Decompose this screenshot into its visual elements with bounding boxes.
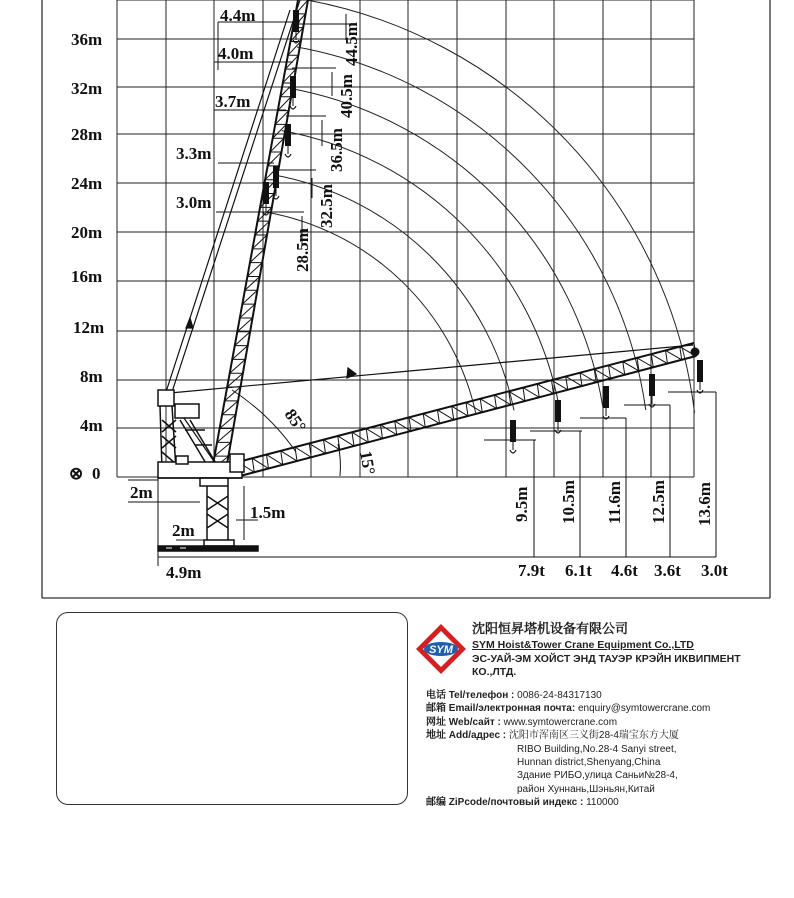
email-value[interactable]: enquiry@symtowercrane.com	[577, 703, 711, 715]
addr-line: район Хуннань,Шэньян,Китай	[517, 783, 655, 795]
a-frame-mast	[158, 390, 220, 470]
luffing-arc	[274, 175, 514, 411]
tip-height-label: 13.6m	[695, 482, 714, 526]
load-label: 3.0t	[701, 561, 728, 580]
hook-block	[510, 420, 516, 453]
tip-height-lines	[484, 392, 716, 557]
addr-line: 沈阳市浑南区三义街28-4瑞宝东方大厦	[508, 730, 679, 742]
height-label-zero: 0	[92, 464, 101, 483]
tip-height-label: 11.6m	[605, 481, 624, 524]
base-dim-label: 1.5m	[250, 503, 286, 522]
height-label: 12m	[73, 318, 105, 337]
load-label: 6.1t	[565, 561, 592, 580]
tip-height-label: 10.5m	[559, 480, 578, 524]
addr-row	[426, 729, 710, 742]
height-label: 16m	[71, 267, 103, 286]
hook-height-label: 40.5m	[337, 74, 356, 118]
zip-label: 邮编 ZiPcode/почтовый индекс :	[426, 797, 584, 809]
tip-height-label: 9.5m	[512, 486, 531, 522]
load-label: 3.6t	[654, 561, 681, 580]
height-label: 28m	[71, 125, 103, 144]
radius-label: 3.7m	[215, 92, 251, 111]
hook-height-label: 28.5m	[293, 228, 312, 272]
angle-15-label: 15°	[356, 449, 379, 477]
logo-text: SYM	[429, 644, 453, 656]
hook-height-label: 44.5m	[342, 22, 361, 66]
base-dim-label: 2m	[172, 521, 195, 540]
company-name-en: SYM Hoist&Tower Crane Equipment Co.,LTD	[472, 639, 694, 651]
tel-row	[426, 689, 710, 702]
contact-details	[426, 689, 710, 810]
hook-block	[603, 386, 609, 419]
load-label: 7.9t	[518, 561, 545, 580]
height-label: 20m	[71, 223, 103, 242]
zip-value: 110000	[586, 797, 619, 809]
load-label: 4.6t	[611, 561, 638, 580]
tel-value: 0086-24-84317130	[517, 690, 602, 701]
height-label: 24m	[71, 174, 103, 193]
zero-symbol: ⊗	[69, 464, 84, 483]
angle-85-label: 85°	[280, 405, 310, 436]
hook-height-label: 36.5m	[327, 128, 346, 172]
addr-line: Здание РИБО,улица Саньи№28-4,	[517, 770, 678, 782]
email-label: 邮箱 Email/электронная почта:	[426, 703, 576, 715]
luffing-arc	[282, 131, 560, 409]
base-dim-label: 4.9m	[166, 563, 202, 582]
height-axis-labels	[69, 30, 104, 483]
sym-logo	[414, 622, 468, 676]
radius-label: 3.3m	[176, 144, 212, 163]
height-label: 32m	[71, 79, 103, 98]
web-row	[426, 716, 710, 729]
hook-block	[697, 360, 703, 393]
email-row	[426, 702, 710, 715]
tip-height-label: 12.5m	[649, 480, 668, 524]
web-label: 网址 Web/сайт :	[426, 716, 501, 728]
radius-label: 4.0m	[218, 44, 254, 63]
radius-label: 3.0m	[176, 193, 212, 212]
height-label: 8m	[80, 367, 103, 386]
blank-panel	[56, 612, 408, 805]
hook-block	[285, 124, 291, 157]
height-label: 36m	[71, 30, 103, 49]
radius-label: 4.4m	[220, 6, 256, 25]
company-name-cn: 沈阳恒昇塔机设备有限公司	[472, 621, 629, 636]
hook-block	[263, 182, 269, 215]
height-label: 4m	[80, 416, 103, 435]
boom-low	[238, 343, 699, 476]
addr-line: RIBO Building,No.28-4 Sanyi street,	[517, 743, 677, 755]
tel-label: 电话 Tel/телефон :	[426, 690, 515, 701]
addr-label: 地址 Add/адрес :	[426, 730, 507, 742]
base-dim-label: 2m	[130, 483, 153, 502]
web-value[interactable]: www.symtowercrane.com	[503, 716, 618, 728]
addr-line: Hunnan district,Shenyang,China	[517, 757, 661, 769]
hook-height-label: 32.5m	[317, 184, 336, 228]
zip-row	[426, 796, 710, 809]
company-name-ru: ЭС-УАЙ-ЭМ ХОЙСТ ЭНД ТАУЭР КРЭЙН ИКВИПМЕНТ КО.,ЛТД.	[472, 653, 741, 678]
hook-block	[649, 374, 655, 407]
hook-block	[290, 76, 296, 109]
